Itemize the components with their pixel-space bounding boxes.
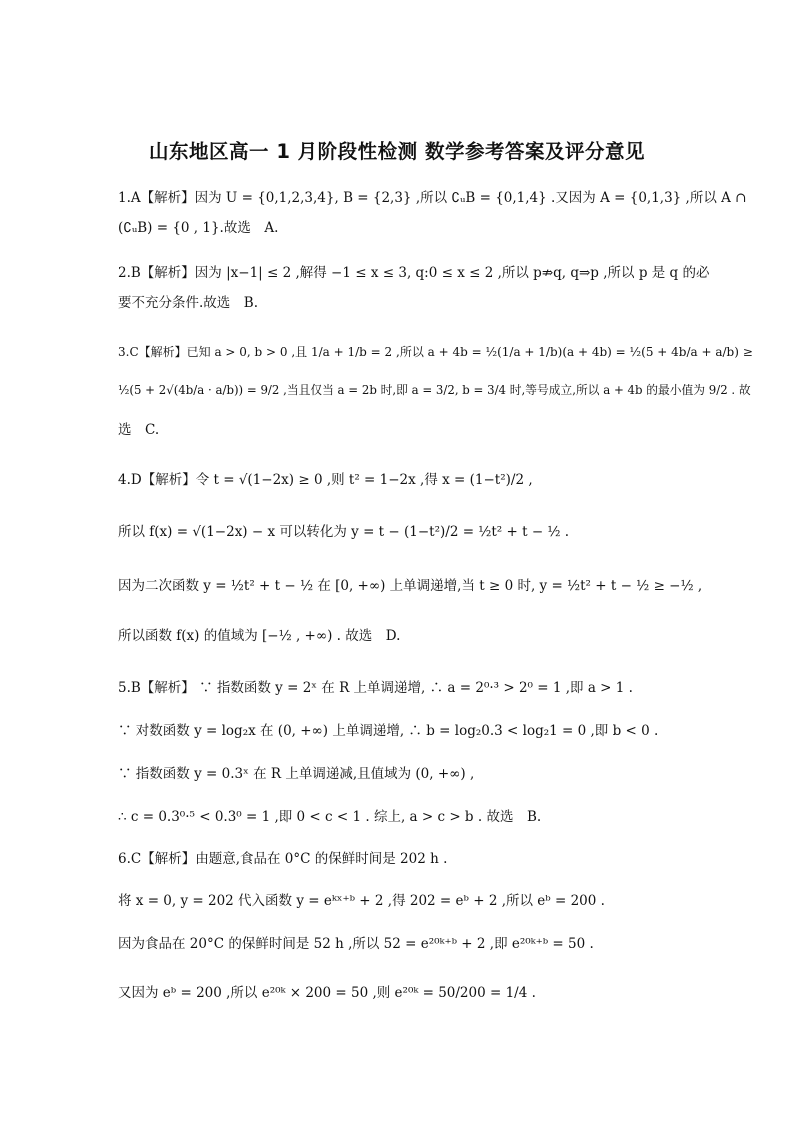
solution-line: 4.D【解析】令 t = √(1−2x) ≥ 0 ,则 t² = 1−2x ,得 x = (1−t²)/2 , [118, 472, 533, 488]
page-title: 山东地区高一 1 月阶段性检测 数学参考答案及评分意见 [149, 140, 645, 163]
solution-line: 因为食品在 20°C 的保鲜时间是 52 h ,所以 52 = e²⁰ᵏ⁺ᵇ + 2 ,即 e²⁰ᵏ⁺ᵇ = 50 . [118, 936, 594, 952]
solution-line: 选 C. [118, 422, 160, 438]
solution-line: ∵ 指数函数 y = 0.3ˣ 在 R 上单调递减,且值域为 (0, +∞) , [118, 766, 475, 782]
solution-line: 将 x = 0, y = 202 代入函数 y = eᵏˣ⁺ᵇ + 2 ,得 202 = eᵇ + 2 ,所以 eᵇ = 200 . [118, 893, 605, 909]
solution-line: 6.C【解析】由题意,食品在 0°C 的保鲜时间是 202 h . [118, 851, 448, 867]
solution-line: ½(5 + 2√(4b/a · a/b)) = 9/2 ,当且仅当 a = 2b 时,即 a = 3/2, b = 3/4 时,等号成立,所以 a + 4b 的最小值为 9/2 . 故 [118, 383, 751, 397]
solution-line: 5.B【解析】 ∵ 指数函数 y = 2ˣ 在 R 上单调递增, ∴ a = 2⁰·³ > 2⁰ = 1 ,即 a > 1 . [118, 680, 633, 696]
solution-line: 所以函数 f(x) 的值域为 [−½ , +∞) . 故选 D. [118, 628, 401, 644]
solution-line: ∵ 对数函数 y = log₂x 在 (0, +∞) 上单调递增, ∴ b = log₂0.3 < log₂1 = 0 ,即 b < 0 . [118, 723, 659, 739]
solution-line: 1.A【解析】因为 U = {0,1,2,3,4}, B = {2,3} ,所以 ∁ᵤB = {0,1,4} .又因为 A = {0,1,3} ,所以 A ∩ [118, 190, 747, 206]
solution-line: 又因为 eᵇ = 200 ,所以 e²⁰ᵏ × 200 = 50 ,则 e²⁰ᵏ = 50/200 = 1/4 . [118, 985, 536, 1001]
solution-line: ∴ c = 0.3⁰·⁵ < 0.3⁰ = 1 ,即 0 < c < 1 . 综上, a > c > b . 故选 B. [118, 809, 542, 825]
solution-line: 要不充分条件.故选 B. [118, 295, 259, 311]
solution-line: 2.B【解析】因为 |x−1| ≤ 2 ,解得 −1 ≤ x ≤ 3, q:0 ≤ x ≤ 2 ,所以 p⇏q, q⇒p ,所以 p 是 q 的必 [118, 265, 710, 281]
solution-line: 因为二次函数 y = ½t² + t − ½ 在 [0, +∞) 上单调递增,当 t ≥ 0 时, y = ½t² + t − ½ ≥ −½ , [118, 578, 703, 594]
solution-line: (∁ᵤB) = {0 , 1}.故选 A. [118, 220, 279, 236]
solution-line: 所以 f(x) = √(1−2x) − x 可以转化为 y = t − (1−t²)/2 = ½t² + t − ½ . [118, 524, 570, 540]
solution-line: 3.C【解析】已知 a > 0, b > 0 ,且 1/a + 1/b = 2 ,所以 a + 4b = ½(1/a + 1/b)(a + 4b) = ½(5 + 4b/a + a/b) ≥ [118, 345, 753, 359]
